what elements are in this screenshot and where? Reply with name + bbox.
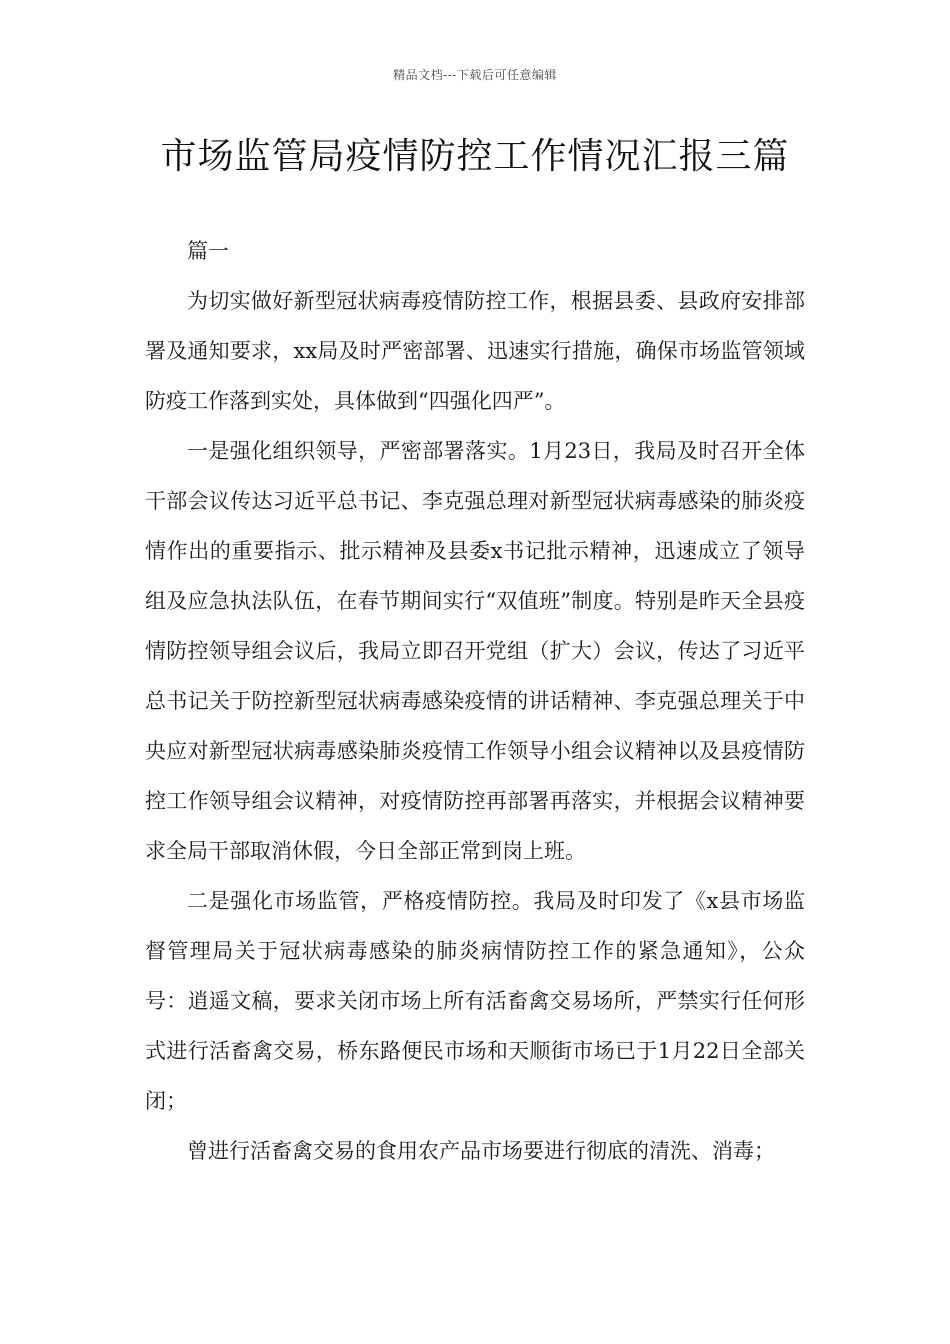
header-note: 精品文档---下载后可任意编辑 bbox=[393, 68, 557, 82]
document-title: 市场监管局疫情防控工作情况汇报三篇 bbox=[160, 136, 790, 177]
paragraph: 二是强化市场监管，严格疫情防控。我局及时印发了《x县市场监督管理局关于冠状病毒感染的肺炎病情防控工作的紧急通知》，公众号：逍遥文稿，要求关闭市场上所有活畜禽交易场所，严禁实行任何形式进行活畜禽交易，桥东路便民市场和天顺街市场已于1月22日全部关闭； bbox=[145, 889, 805, 1113]
section-heading: 篇一 bbox=[187, 239, 229, 263]
paragraph: 一是强化组织领导，严密部署落实。1月23日，我局及时召开全体干部会议传达习近平总书记、李克强总理对新型冠状病毒感染的肺炎疫情作出的重要指示、批示精神及县委x书记批示精神，迅速成立了领导组及应急执法队伍，在春节期间实行“双值班”制度。特别是昨天全县疫情防控领导组会议后，我局立即召开党组（扩大）会议，传达了习近平总书记关于防控新型冠状病毒感染疫情的讲话精神、李克强总理关于中央应对新型冠状病毒感染肺炎疫情工作领导小组会议精神以及县疫情防控工作领导组会议精神，对疫情防控再部署再落实，并根据会议精神要求全局干部取消休假，今日全部正常到岗上班。 bbox=[145, 439, 805, 863]
document-body bbox=[145, 226, 805, 1176]
paragraph: 为切实做好新型冠状病毒疫情防控工作，根据县委、县政府安排部署及通知要求，xx局及时严密部署、迅速实行措施，确保市场监管领域防疫工作落到实处，具体做到“四强化四严”。 bbox=[145, 289, 805, 413]
paragraph: 曾进行活畜禽交易的食用农产品市场要进行彻底的清洗、消毒； bbox=[187, 1139, 775, 1163]
